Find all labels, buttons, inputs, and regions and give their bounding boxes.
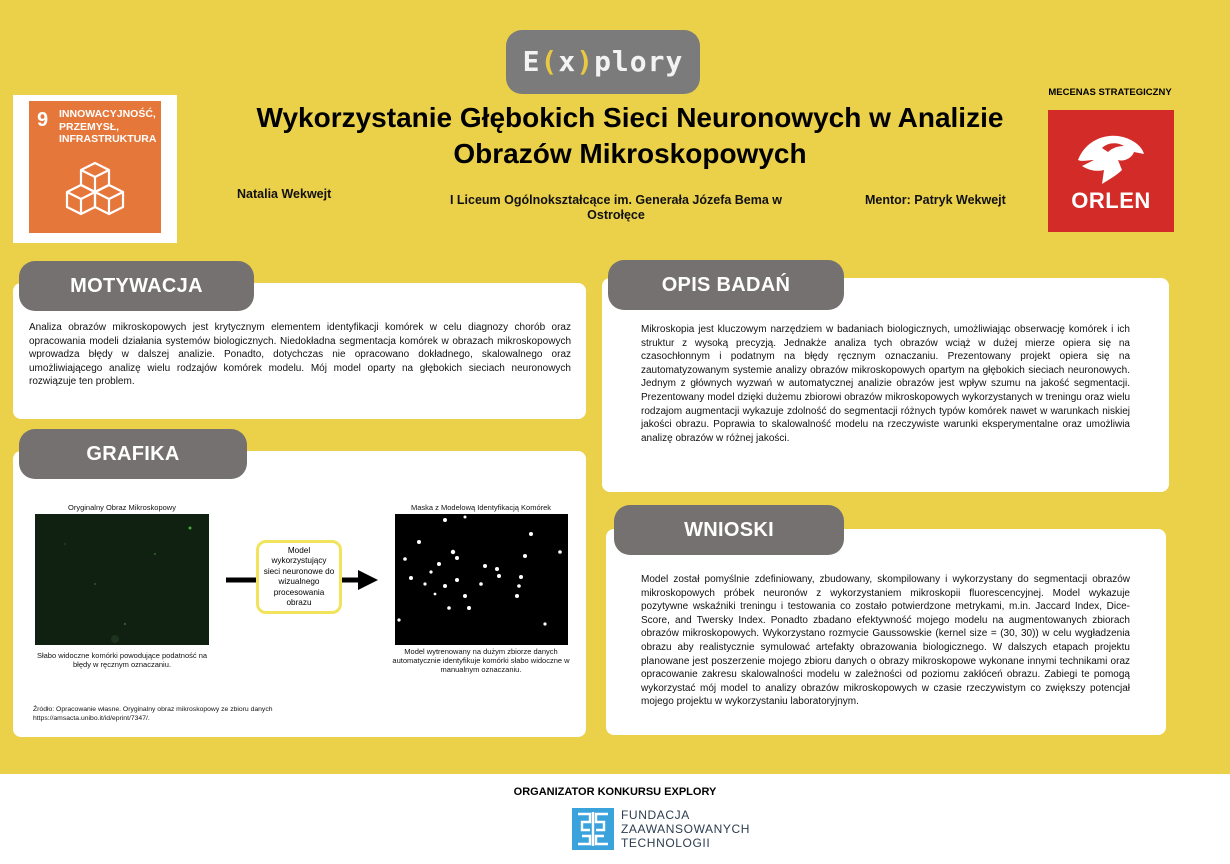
sdg-number: 9 bbox=[37, 109, 49, 131]
fzt-logo-icon bbox=[572, 808, 614, 850]
fzt-line3: TECHNOLOGII bbox=[621, 836, 711, 850]
logo-close-paren: ) bbox=[576, 45, 595, 78]
figure-source-line1: Źródło: Opracowanie własne. Oryginalny obraz mikroskopowy ze zbioru danych bbox=[33, 706, 273, 713]
organizer-label: ORGANIZATOR KONKURSU EXPLORY bbox=[513, 786, 717, 798]
poster-title: Wykorzystanie Głębokich Sieci Neuronowych w Analizie Obrazów Mikroskopowych bbox=[256, 102, 1004, 169]
motywacja-text: Analiza obrazów mikroskopowych jest krytycznym elementem identyfikacji komórek w celu diagnozy chorób oraz opracowania modeli działania systemów biologicznych. Niedokładna segmentacja komórek w obrazach mikroskopowych wprowadza błędy w dalszej analizie. Ponadto, dotychczas nie opracowano dokładnego, skalowalnego oraz umożliwiającego analizę wielu rodzajów komórek modelu. Mój model oparty na głębokich sieciach neuronowych rozwiązuje ten problem. bbox=[29, 322, 571, 388]
logo-x: x bbox=[558, 45, 577, 78]
figure-source bbox=[33, 705, 433, 723]
grafika-heading: GRAFIKA bbox=[19, 429, 247, 479]
sdg-text: INNOWACYJNOŚĆ, PRZEMYSŁ, INFRASTRUKTURA bbox=[59, 108, 157, 145]
microscope-image bbox=[35, 514, 209, 645]
mask-image-caption: Maska z Modelową Identyfikacją Komórek bbox=[410, 503, 552, 512]
explory-logo bbox=[506, 30, 700, 94]
fzt-line2: ZAAWANSOWANYCH bbox=[621, 822, 751, 836]
wnioski-heading: WNIOSKI bbox=[614, 505, 844, 555]
logo-open-paren: ( bbox=[540, 45, 559, 78]
sdg-goal-9-badge bbox=[29, 101, 161, 233]
neural-network-process-box: Model wykorzystujący sieci neuronowe do wizualnego procesowania obrazu bbox=[256, 540, 342, 614]
mentor-name: Mentor: Patryk Wekwejt bbox=[865, 193, 1006, 207]
original-image-caption: Oryginalny Obraz Mikroskopowy bbox=[68, 503, 176, 512]
sponsor-label: MECENAS STRATEGICZNY bbox=[1048, 87, 1172, 98]
segmentation-mask-image bbox=[395, 514, 568, 645]
orlen-wordmark: ORLEN bbox=[1071, 188, 1151, 213]
original-image-note: Słabo widoczne komórki powodujące podatność na błędy w ręcznym oznaczaniu. bbox=[36, 651, 208, 669]
opis-badan-text: Mikroskopia jest kluczowym narzędziem w badaniach biologicznych, umożliwiając obserwację komórek i ich struktur z wysoką precyzją. Jednakże analiza tych obrazów wciąż w dużej mierze opiera się na czasochłonnym i podatnym na błędy ręcznym oznaczaniu. Prezentowany projekt opiera się na zautomatyzowanym systemie analizy obrazów mikroskopowych opartym na głębokich sieciach neuronowych. Jednym z głównych wyzwań w automatycznej analizie obrazów jest wpływ szumu na jakość segmentacji. Prezentowany model dzięki dużemu zbiorowi obrazów mikroskopowych wykorzystanych w treningu oraz wielu rodzajom augmentacji wykazuje zdolność do segmentacji różnych typów komórek nawet w warunkach niskiej jakości obrazu. Poprawia to skalowalność modelu na rzeczywiste warunki eksperymentalne oraz umożliwia analizę obrazów w różnej jakości. bbox=[641, 324, 1130, 444]
orlen-eagle-icon bbox=[1074, 130, 1148, 186]
logo-suffix: plory bbox=[594, 45, 684, 78]
fzt-name bbox=[621, 808, 750, 850]
wnioski-text: Model został pomyślnie zdefiniowany, zbudowany, skompilowany i wykorzystany do segmentacji obrazów mikroskopowych próbek neuronów z wykorzystaniem mikroskopii fluorescencyjnej. Model wykazuje pozytywne wskaźniki treningu i testowania co zostało potwierdzone metrykami, m.in. Jaccard Index, Dice-Score, and Twersky Index. Ponadto zbadano efektywność mojego modelu na augmentowanych zbiorach obrazów mikroskopowych. Wykorzystano rozmycie Gaussowskie (kernel size = (30, 30)) w celu wygładzenia obrazu aby realistycznie symulować artefakty obrazowania biologicznego. W dalszych etapach projektu planowane jest poszerzenie mojego zbioru danych o obrazy mikroskopowe wykonane innymi technikami oraz opracowanie zakresu skalowalności modelu w zależności od poziomu zakłóceń obrazu. Zabiegi te pomogą wykorzystać mój model to analizy obrazów mikroskopowych w czasie rzeczywistym co zwiększy potencjał mojego projektu w wykorzystaniu laboratoryjnym. bbox=[641, 574, 1130, 708]
figure-source-link: https://amsacta.unibo.it/id/eprint/7347/. bbox=[33, 715, 150, 722]
fzt-line1: FUNDACJA bbox=[621, 808, 690, 822]
logo-prefix: E bbox=[522, 45, 541, 78]
orlen-logo bbox=[1048, 110, 1174, 232]
mask-image-note: Model wytrenowany na dużym zbiorze danych automatycznie identyfikuje komórki słabo widoczne w manualnym oznaczaniu. bbox=[392, 647, 570, 674]
cubes-icon bbox=[59, 159, 131, 225]
author-name: Natalia Wekwejt bbox=[237, 187, 332, 201]
opis-badan-heading: OPIS BADAŃ bbox=[608, 260, 844, 310]
school-name: I Liceum Ogólnokształcące im. Generała Józefa Bema w Ostrołęce bbox=[449, 193, 783, 222]
motywacja-heading: MOTYWACJA bbox=[19, 261, 254, 311]
